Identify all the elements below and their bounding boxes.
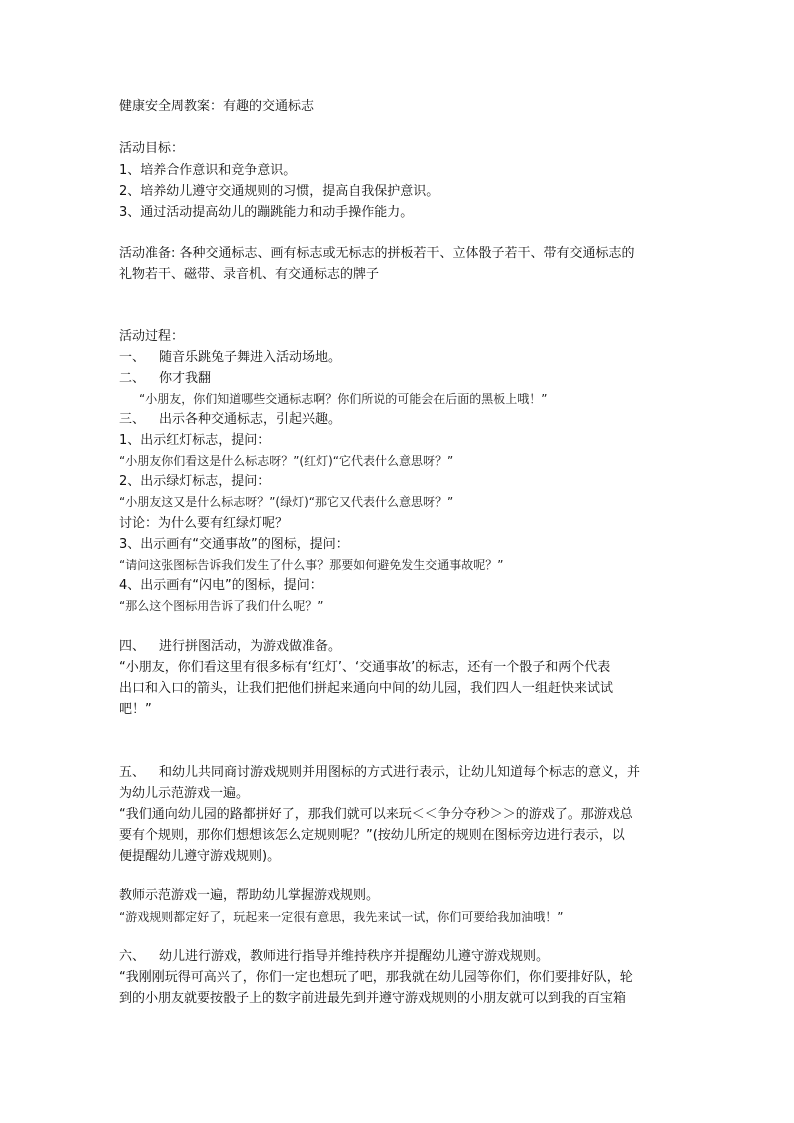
step-6 <box>119 947 549 967</box>
paragraph-line: 为幼儿示范游戏一遍。 <box>119 786 250 801</box>
prep-line: 活动准备: 各种交通标志、画有标志或无标志的拼板若干、立体骰子若干、带有交通标志的 <box>119 246 635 261</box>
step-1 <box>119 348 341 368</box>
prep-line: 礼物若干、磁带、录音机、有交通标志的牌子 <box>119 267 380 282</box>
paragraph-line: “我刚刚玩得可高兴了，你们一定也想玩了吧，那我就在幼儿园等你们，你们要排好队，轮 <box>119 970 633 985</box>
step-text: 你才我翻 <box>159 371 212 386</box>
step-text: 幼儿进行游戏，教师进行指导并维持秩序并提醒幼儿遵守游戏规则。 <box>159 949 550 964</box>
step-number: 三、 <box>119 412 146 427</box>
step-number: 一、 <box>119 350 146 365</box>
sub-step: 3、出示画有“交通事故”的图标，提问： <box>119 537 349 552</box>
sub-step: 2、出示绿灯标志，提问： <box>119 474 271 489</box>
question-line: “请问这张图标告诉我们发生了什么事？那要如何避免发生交通事故呢？” <box>119 558 504 572</box>
paragraph-line: 便提醒幼儿遵守游戏规则)。 <box>119 849 281 864</box>
step-number: 二、 <box>119 371 146 386</box>
sub-step: 1、出示红灯标志，提问： <box>119 433 271 448</box>
goal-item: 2、培养幼儿遵守交通规则的习惯，提高自我保护意识。 <box>119 184 440 199</box>
paragraph-line: “小朋友，你们看这里有很多标有‘红灯’、‘交通事故’的标志，还有一个骰子和两个代表 <box>119 660 611 675</box>
question-line: “小朋友，你们知道哪些交通标志啊？你们所说的可能会在后面的黑板上哦！” <box>139 392 548 406</box>
document-title: 健康安全周教案：有趣的交通标志 <box>119 99 315 114</box>
question-line: “那么这个图标用告诉了我们什么呢？” <box>119 599 324 613</box>
question-line: “游戏规则都定好了，玩起来一定很有意思，我先来试一试，你们可要给我加油哦！” <box>119 910 564 924</box>
discussion-line: 讨论：为什么要有红绿灯呢？ <box>119 516 289 531</box>
sub-step: 4、出示画有“闪电”的图标，提问： <box>119 578 323 593</box>
step-4 <box>119 637 341 657</box>
step-text: 和幼儿共同商讨游戏规则并用图标的方式进行表示，让幼儿知道每个标志的意义，并 <box>159 765 641 780</box>
paragraph-line: 出口和入口的箭头，让我们把他们拼起来通向中间的幼儿园，我们四人一组赶快来试试 <box>119 681 614 696</box>
paragraph-line: 要有个规则，那你们想想该怎么定规则呢？”(按幼儿所定的规则在图标旁边进行表示，以 <box>119 828 625 843</box>
question-line: “小朋友你们看这是什么标志呀？”(红灯)“它代表什么意思呀？” <box>119 454 454 468</box>
paragraph-line: 到的小朋友就要按骰子上的数字前进最先到并遵守游戏规则的小朋友就可以到我的百宝箱 <box>119 991 627 1006</box>
paragraph-line: 吧！” <box>119 702 152 717</box>
step-text: 进行拼图活动，为游戏做准备。 <box>159 639 342 654</box>
paragraph-line: “我们通向幼儿园的路都拼好了，那我们就可以来玩＜＜争分夺秒＞＞的游戏了。那游戏总 <box>119 807 633 822</box>
goal-item: 3、通过活动提高幼儿的蹦跳能力和动手操作能力。 <box>119 205 414 220</box>
step-text: 出示各种交通标志，引起兴趣。 <box>159 412 342 427</box>
step-3 <box>119 410 341 430</box>
step-number: 六、 <box>119 949 146 964</box>
step-number: 四、 <box>119 639 146 654</box>
step-text: 随音乐跳兔子舞进入活动场地。 <box>159 350 342 365</box>
goals-heading: 活动目标： <box>119 141 185 156</box>
question-line: “小朋友这又是什么标志呀？”(绿灯)“那它又代表什么意思呀？” <box>119 495 454 509</box>
step-2 <box>119 369 211 389</box>
process-heading: 活动过程： <box>119 329 185 344</box>
step-5 <box>119 763 640 783</box>
goal-item: 1、培养合作意识和竞争意识。 <box>119 163 297 178</box>
step-number: 五、 <box>119 765 146 780</box>
demo-line: 教师示范游戏一遍，帮助幼儿掌握游戏规则。 <box>119 888 380 903</box>
